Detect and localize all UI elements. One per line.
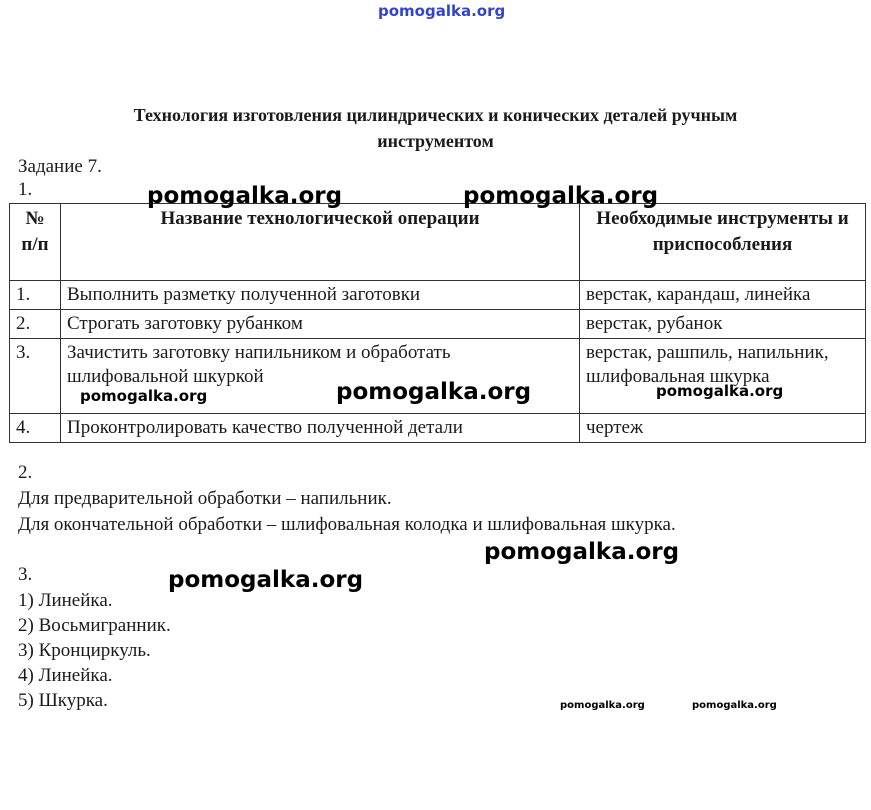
section2-line: Для окончательной обработки – шлифовальная колодка и шлифовальная шкурка. bbox=[18, 514, 676, 535]
watermark: pomogalka.org bbox=[656, 382, 784, 400]
table-row bbox=[10, 281, 866, 310]
row-operation: Проконтролировать качество полученной детали bbox=[61, 414, 580, 443]
document-title: Технология изготовления цилиндрических и конических деталей ручным bbox=[133, 105, 738, 125]
section3-label: 3. bbox=[18, 564, 33, 585]
watermark: pomogalka.org bbox=[168, 567, 364, 593]
section2-line: Для предварительной обработки – напильник. bbox=[18, 488, 392, 509]
row-num: 3. bbox=[10, 339, 61, 414]
header-tools: Необходимые инструменты и приспособления bbox=[580, 204, 866, 281]
watermark: pomogalka.org bbox=[463, 183, 659, 209]
row-tools: верстак, рашпиль, напильник, шлифовальная шкурка bbox=[580, 339, 866, 414]
section1-label: 1. bbox=[18, 179, 33, 200]
watermark: pomogalka.org bbox=[336, 379, 532, 405]
header-operation: Название технологической операции bbox=[61, 204, 580, 281]
row-tools: верстак, карандаш, линейка bbox=[580, 281, 866, 310]
list-item: 1) Линейка. bbox=[18, 590, 113, 611]
watermark: pomogalka.org bbox=[378, 2, 506, 20]
watermark: pomogalka.org bbox=[147, 183, 343, 209]
list-item: 3) Кронциркуль. bbox=[18, 640, 151, 661]
row-operation: Зачистить заготовку напильником и обработать шлифовальной шкуркой bbox=[61, 339, 580, 414]
row-tools: чертеж bbox=[580, 414, 866, 443]
document-title-continued: инструментом bbox=[377, 131, 494, 151]
watermark: pomogalka.org bbox=[80, 387, 208, 405]
watermark: pomogalka.org bbox=[692, 700, 777, 711]
operations-table bbox=[9, 203, 866, 443]
watermark: pomogalka.org bbox=[484, 539, 680, 565]
row-num: 1. bbox=[10, 281, 61, 310]
table-row bbox=[10, 414, 866, 443]
header-num: № п/п bbox=[10, 204, 61, 281]
row-num: 4. bbox=[10, 414, 61, 443]
task-label: Задание 7. bbox=[18, 156, 102, 177]
table-header-row bbox=[10, 204, 866, 281]
section2-label: 2. bbox=[18, 462, 33, 483]
row-operation: Выполнить разметку полученной заготовки bbox=[61, 281, 580, 310]
list-item: 2) Восьмигранник. bbox=[18, 615, 171, 636]
row-operation: Строгать заготовку рубанком bbox=[61, 310, 580, 339]
list-item: 5) Шкурка. bbox=[18, 690, 108, 711]
watermark: pomogalka.org bbox=[560, 700, 645, 711]
row-tools: верстак, рубанок bbox=[580, 310, 866, 339]
row-num: 2. bbox=[10, 310, 61, 339]
list-item: 4) Линейка. bbox=[18, 665, 113, 686]
table-row bbox=[10, 310, 866, 339]
